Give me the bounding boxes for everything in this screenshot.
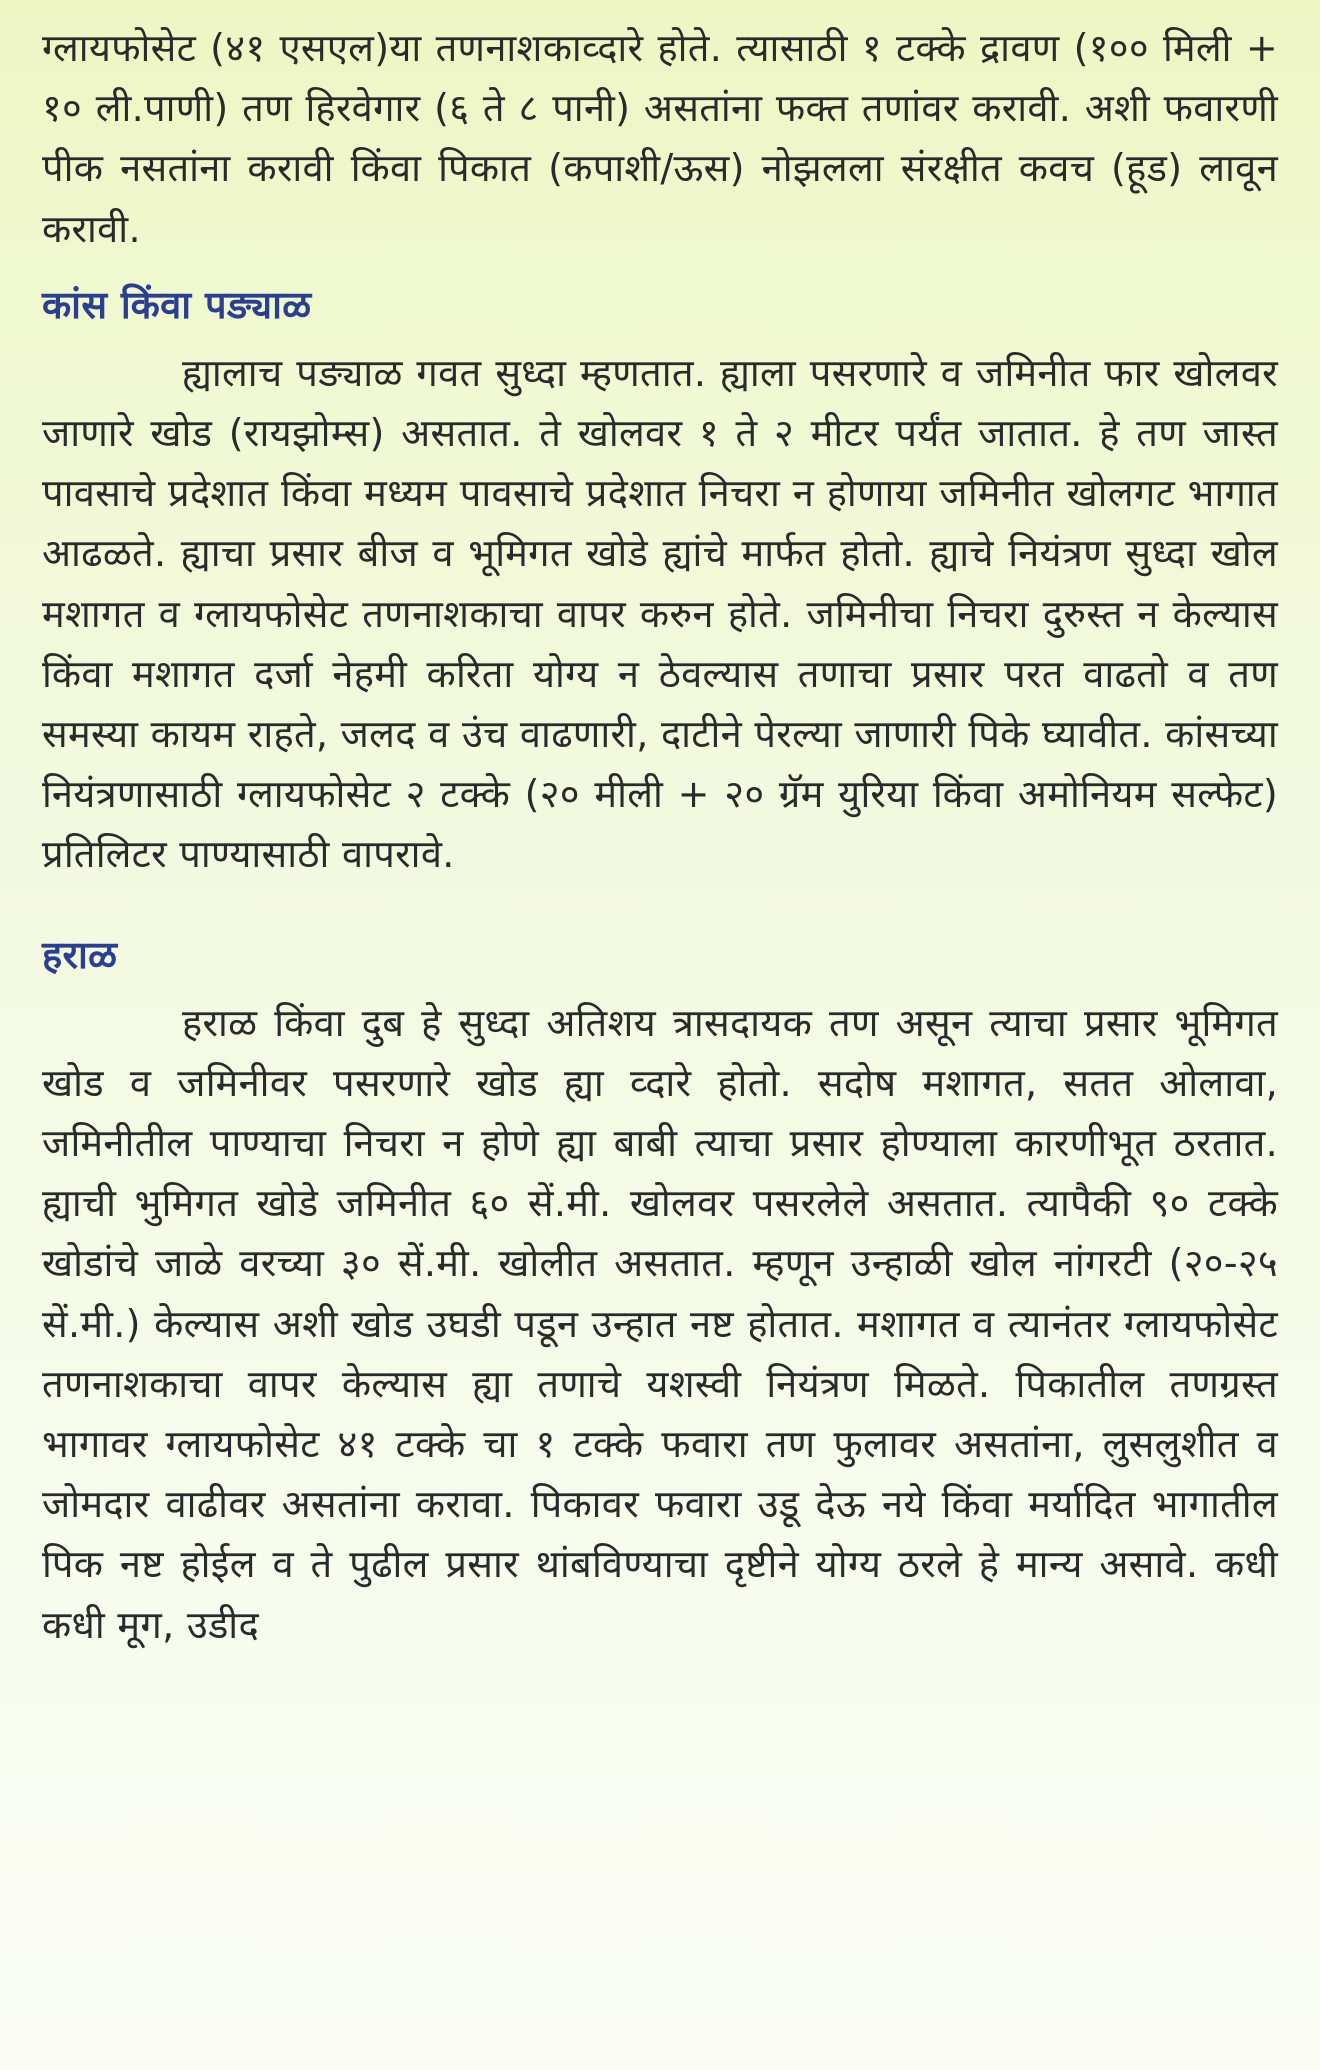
intro-paragraph: ग्लायफोसेट (४१ एसएल)या तणनाशकाव्दारे होते. त्यासाठी १ टक्के द्रावण (१०० मिली + १० ली.पाणी) तण हिरवेगार (६ ते ८ पानी) असतांना फक्त तणांवर करावी. अशी फवारणी पीक नसतांना करावी किंवा पिकात (कपाशी/ऊस) नोझलला संरक्षीत कवच (हूड) लावून करावी.	[42, 26, 1278, 251]
section-heading-kans: कांस किंवा पङ्याळ	[42, 282, 312, 327]
section-body-kans: ह्यालाच पङ्याळ गवत सुध्दा म्हणतात. ह्याला पसरणारे व जमिनीत फार खोलवर जाणारे खोड (रायझोम्स) असतात. ते खोलवर १ ते २ मीटर पर्यंत जातात. हे तण जास्त पावसाचे प्रदेशात किंवा मध्यम पावसाचे प्रदेशात निचरा न होणाया जमिनीत खोलगट भागात आढळते. ह्याचा प्रसार बीज व भूमिगत खोडे ह्यांचे मार्फत होतो. ह्याचे नियंत्रण सुध्दा खोल मशागत व ग्लायफोसेट तणनाशकाचा वापर करुन होते. जमिनीचा निचरा दुरुस्त न केल्यास किंवा मशागत दर्जा नेहमी करिता योग्य न ठेवल्यास तणाचा प्रसार परत वाढतो व तण समस्या कायम राहते, जलद व उंच वाढणारी, दाटीने पेरल्या जाणारी पिके घ्यावीत. कांसच्या नियंत्रणासाठी ग्लायफोसेट २ टक्के (२० मीली + २० ग्रॅम युरिया किंवा अमोनियम सल्फेट) प्रतिलिटर पाण्यासाठी वापरावे.	[42, 350, 1278, 877]
section-body-haral: हराळ किंवा दुब हे सुध्दा अतिशय त्रासदायक तण असून त्याचा प्रसार भूमिगत खोड व जमिनीवर पसरणारे खोड ह्या व्दारे होतो. सदोष मशागत, सतत ओलावा, जमिनीतील पाण्याचा निचरा न होणे ह्या बाबी त्याचा प्रसार होण्याला कारणीभूत ठरतात. ह्याची भुमिगत खोडे जमिनीत ६० सें.मी. खोलवर पसरलेले असतात. त्यापैकी ९० टक्के खोडांचे जाळे वरच्या ३० सें.मी. खोलीत असतात. म्हणून उन्हाळी खोल नांगरटी (२०-२५ सें.मी.) केल्यास अशी खोड उघडी पडून उन्हात नष्ट होतात. मशागत व त्यानंतर ग्लायफोसेट तणनाशकाचा वापर केल्यास ह्या तणाचे यशस्वी नियंत्रण मिळते. पिकातील तणग्रस्त भागावर ग्लायफोसेट ४१ टक्के चा १ टक्के फवारा तण फुलावर असतांना, लुसलुशीत व जोमदार वाढीवर असतांना करावा. पिकावर फवारा उडू देऊ नये किंवा मर्यादित भागातील पिक नष्ट होईल व ते पुढील प्रसार थांबविण्याचा दृष्टीने योग्य ठरले हे मान्य असावे. कधी कधी मूग, उडीद	[42, 1000, 1278, 1647]
section-heading-haral: हराळ	[42, 932, 118, 977]
